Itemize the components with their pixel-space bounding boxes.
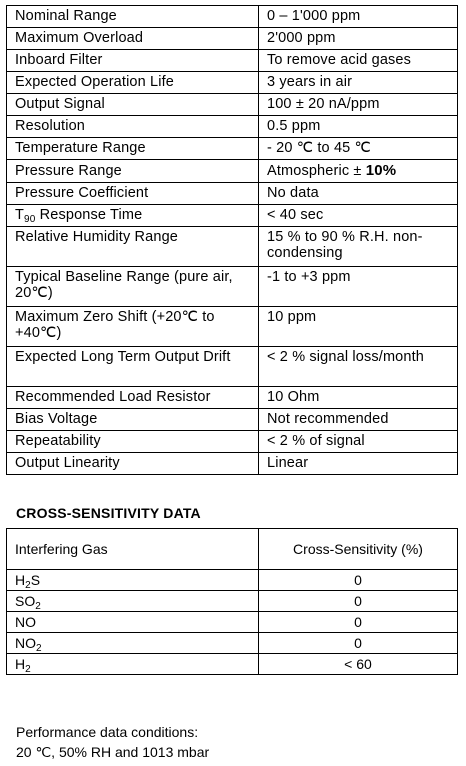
spec-value: 10 ppm bbox=[259, 307, 458, 347]
spec-label: Output Linearity bbox=[7, 453, 259, 475]
spec-row bbox=[7, 160, 458, 183]
column-header-gas: Interfering Gas bbox=[7, 529, 259, 570]
spec-label: Inboard Filter bbox=[7, 50, 259, 72]
cross-sensitivity-title: CROSS-SENSITIVITY DATA bbox=[16, 505, 201, 521]
spec-value: -1 to +3 ppm bbox=[259, 267, 458, 307]
gas-name bbox=[7, 591, 259, 612]
gas-subscript: 2 bbox=[35, 601, 41, 612]
spec-value: To remove acid gases bbox=[259, 50, 458, 72]
spec-value: No data bbox=[259, 183, 458, 205]
spec-label: Bias Voltage bbox=[7, 409, 259, 431]
sensitivity-value: 0 bbox=[259, 633, 458, 654]
spec-value: < 2 % of signal bbox=[259, 431, 458, 453]
spec-label: Expected Long Term Output Drift bbox=[7, 347, 259, 387]
specifications-table bbox=[6, 5, 458, 475]
spec-value-bold: 10% bbox=[365, 162, 397, 179]
sensitivity-value: 0 bbox=[259, 612, 458, 633]
spec-label-prefix: T bbox=[15, 207, 25, 223]
gas-name bbox=[7, 612, 259, 633]
spec-label: Nominal Range bbox=[7, 6, 259, 28]
spec-value: 10 Ohm bbox=[259, 387, 458, 409]
gas-formula: SO bbox=[15, 593, 36, 609]
spec-row bbox=[7, 183, 458, 205]
sensitivity-value: 0 bbox=[259, 591, 458, 612]
gas-name bbox=[7, 570, 259, 591]
spec-label: Pressure Coefficient bbox=[7, 183, 259, 205]
spec-row bbox=[7, 28, 458, 50]
gas-subscript: 2 bbox=[25, 580, 31, 591]
spec-value: 0 – 1'000 ppm bbox=[259, 6, 458, 28]
spec-label: Recommended Load Resistor bbox=[7, 387, 259, 409]
column-header-sensitivity: Cross-Sensitivity (%) bbox=[259, 529, 458, 570]
spec-value: 3 years in air bbox=[259, 72, 458, 94]
spec-label: Maximum Zero Shift (+20℃ to +40℃) bbox=[7, 307, 259, 347]
spec-row bbox=[7, 267, 458, 307]
table-row bbox=[7, 633, 458, 654]
gas-formula: H bbox=[15, 572, 26, 588]
spec-row bbox=[7, 50, 458, 72]
spec-row bbox=[7, 72, 458, 94]
table-row bbox=[7, 654, 458, 675]
gas-subscript: 2 bbox=[36, 643, 42, 654]
spec-row bbox=[7, 347, 458, 387]
spec-row bbox=[7, 387, 458, 409]
note-line-2: 20 ℃, 50% RH and 1013 mbar bbox=[16, 744, 210, 760]
spec-label: Resolution bbox=[7, 116, 259, 138]
table-row bbox=[7, 612, 458, 633]
spec-value: - 20 ℃ to 45 ℃ bbox=[259, 138, 458, 160]
gas-name bbox=[7, 633, 259, 654]
table-header-row bbox=[7, 529, 458, 570]
spec-value: 100 ± 20 nA/ppm bbox=[259, 94, 458, 116]
gas-formula: NO bbox=[15, 635, 36, 651]
spec-row bbox=[7, 453, 458, 475]
spec-value bbox=[259, 160, 458, 183]
note-line-1: Performance data conditions: bbox=[16, 724, 199, 740]
spec-row bbox=[7, 205, 458, 227]
spec-label bbox=[7, 205, 259, 227]
performance-conditions-note bbox=[16, 722, 209, 762]
spec-value: Not recommended bbox=[259, 409, 458, 431]
table-row bbox=[7, 591, 458, 612]
spec-row bbox=[7, 409, 458, 431]
gas-name bbox=[7, 654, 259, 675]
gas-subscript: 2 bbox=[25, 664, 31, 675]
cross-sensitivity-table bbox=[6, 528, 458, 675]
spec-row bbox=[7, 431, 458, 453]
spec-label: Repeatability bbox=[7, 431, 259, 453]
table-row bbox=[7, 570, 458, 591]
gas-formula: NO bbox=[15, 614, 36, 630]
spec-label-subscript: 90 bbox=[24, 214, 36, 225]
spec-label-text: Response Time bbox=[35, 207, 143, 223]
spec-row bbox=[7, 94, 458, 116]
spec-value-text: Atmospheric ± bbox=[267, 163, 362, 179]
spec-label: Temperature Range bbox=[7, 138, 259, 160]
spec-value: 2'000 ppm bbox=[259, 28, 458, 50]
sensitivity-value: < 60 bbox=[259, 654, 458, 675]
spec-row bbox=[7, 138, 458, 160]
spec-row bbox=[7, 307, 458, 347]
spec-label: Typical Baseline Range (pure air, 20℃) bbox=[7, 267, 259, 307]
spec-row bbox=[7, 227, 458, 267]
spec-label: Expected Operation Life bbox=[7, 72, 259, 94]
spec-label: Relative Humidity Range bbox=[7, 227, 259, 267]
spec-label: Output Signal bbox=[7, 94, 259, 116]
spec-value: Linear bbox=[259, 453, 458, 475]
spec-row bbox=[7, 116, 458, 138]
spec-value: < 40 sec bbox=[259, 205, 458, 227]
spec-value: 15 % to 90 % R.H. non-condensing bbox=[259, 227, 458, 267]
gas-formula-tail: S bbox=[30, 572, 41, 588]
spec-value: 0.5 ppm bbox=[259, 116, 458, 138]
spec-label: Maximum Overload bbox=[7, 28, 259, 50]
spec-row bbox=[7, 6, 458, 28]
gas-formula: H bbox=[15, 656, 26, 672]
sensitivity-value: 0 bbox=[259, 570, 458, 591]
spec-value: < 2 % signal loss/month bbox=[259, 347, 458, 387]
spec-label: Pressure Range bbox=[7, 160, 259, 183]
